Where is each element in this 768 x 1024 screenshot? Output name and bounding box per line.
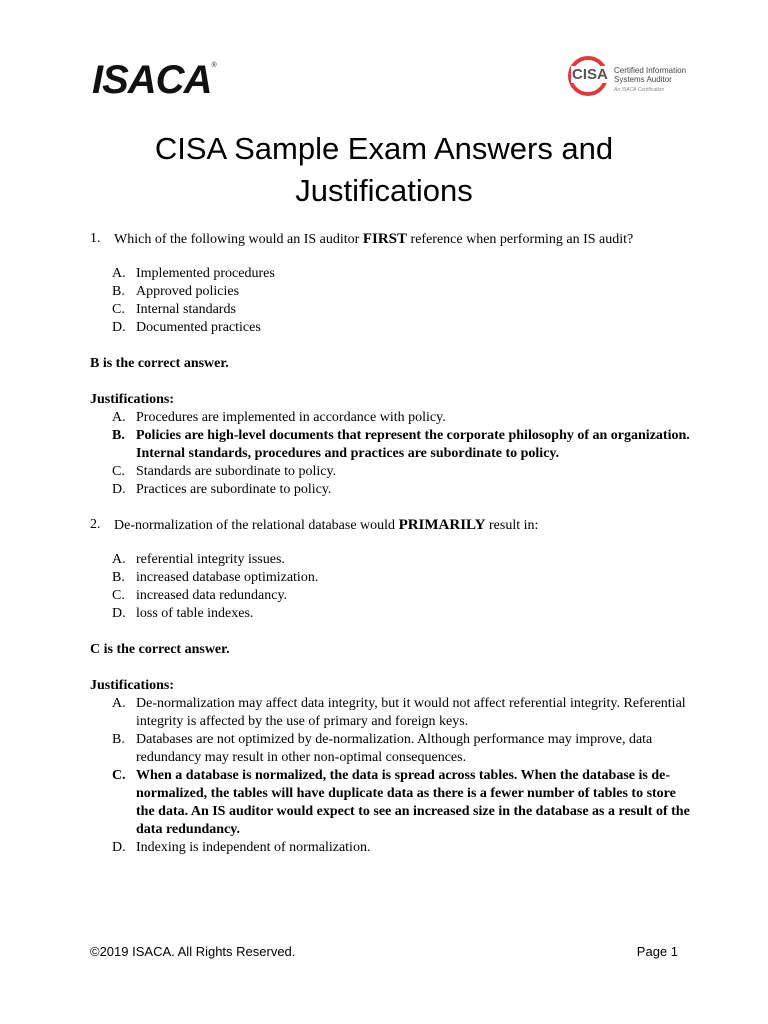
justification-item <box>90 409 690 427</box>
justifications-heading: Justifications: <box>90 678 174 693</box>
option-letter: A. <box>112 552 126 567</box>
option-item <box>90 587 690 605</box>
option-letter: B. <box>112 570 125 585</box>
cisa-logo-text: CISA <box>572 66 608 83</box>
question-text-start: De-normalization of the relational database would <box>114 518 399 533</box>
title-line-1: CISA Sample Exam Answers and <box>154 131 614 166</box>
cisa-subtitle <box>614 66 694 93</box>
justification-text: Indexing is independent of normalization. <box>136 840 371 855</box>
option-letter: C. <box>112 302 125 317</box>
justification-letter: B. <box>112 732 125 747</box>
option-text: increased database optimization. <box>136 570 319 585</box>
question-emphasis: FIRST <box>362 231 408 247</box>
question-emphasis: PRIMARILY <box>398 517 486 533</box>
justification-item-correct <box>90 427 690 463</box>
footer-copyright: ©2019 ISACA. All Rights Reserved. <box>90 944 296 959</box>
title-line-2: Justifications <box>295 173 473 208</box>
justification-letter: D. <box>112 482 126 497</box>
justification-text: Procedures are implemented in accordance with policy. <box>136 410 446 425</box>
option-text: increased data redundancy. <box>136 588 288 603</box>
justification-letter: A. <box>112 410 126 425</box>
justification-item <box>90 731 690 767</box>
correct-answer: B is the correct answer. <box>90 356 229 371</box>
question-text <box>114 516 538 535</box>
options-list <box>90 265 690 337</box>
justification-letter: A. <box>112 696 126 711</box>
option-text: Internal standards <box>136 302 236 317</box>
option-item <box>90 319 690 337</box>
options-list <box>90 551 690 623</box>
option-text: referential integrity issues. <box>136 552 285 567</box>
option-item <box>90 605 690 623</box>
registered-mark: ® <box>211 62 216 69</box>
question-text-end: reference when performing an IS audit? <box>407 232 634 247</box>
justification-letter: D. <box>112 840 126 855</box>
justification-letter: C. <box>112 464 125 479</box>
option-text: Approved policies <box>136 284 240 299</box>
isaca-logo <box>92 60 216 100</box>
page-title <box>0 128 768 212</box>
option-item <box>90 569 690 587</box>
justification-text: De-normalization may affect data integrity, but it would not affect referential integrity. Referential integrity is affected by the use of primary and foreign keys. <box>136 696 686 729</box>
justification-item <box>90 481 690 499</box>
option-letter: B. <box>112 284 125 299</box>
option-text: Implemented procedures <box>136 266 275 281</box>
cisa-subtitle-text: Certified Information Systems Auditor <box>614 66 687 84</box>
justification-text: When a database is normalized, the data is spread across tables. When the database is de-normalized, the tables will have duplicate data as there is a fewer number of tables to store the data. An IS auditor would expect to see an increased size in the database as a result of the data redundancy. <box>136 768 690 837</box>
justification-text: Databases are not optimized by de-normalization. Although performance may improve, data redundancy may result in other non-optimal consequences. <box>136 732 653 765</box>
justification-item <box>90 839 690 857</box>
justification-text: Standards are subordinate to policy. <box>136 464 337 479</box>
justification-item <box>90 463 690 481</box>
option-letter: D. <box>112 320 126 335</box>
option-letter: D. <box>112 606 126 621</box>
justification-item-correct <box>90 767 690 839</box>
cisa-tagline: An ISACA Certification <box>614 87 665 93</box>
option-item <box>90 301 690 319</box>
isaca-logo-text: ISACA <box>92 58 212 102</box>
cisa-logo <box>568 56 688 102</box>
exam-content <box>90 230 690 857</box>
question-number: 2. <box>90 517 101 532</box>
justification-text: Policies are high-level documents that represent the corporate philosophy of an organization. Internal standards, procedures and practices are subordinate to policy. <box>136 428 690 461</box>
option-text: Documented practices <box>136 320 261 335</box>
justification-text: Practices are subordinate to policy. <box>136 482 332 497</box>
justifications-list <box>90 695 690 857</box>
correct-answer: C is the correct answer. <box>90 642 230 657</box>
option-item <box>90 265 690 283</box>
question-text <box>114 230 633 249</box>
spacer <box>90 499 690 516</box>
question-2 <box>90 516 690 535</box>
justification-letter: C. <box>112 768 126 783</box>
option-text: loss of table indexes. <box>136 606 254 621</box>
option-item <box>90 551 690 569</box>
option-item <box>90 283 690 301</box>
justification-letter: B. <box>112 428 125 443</box>
option-letter: C. <box>112 588 125 603</box>
footer-page-number: Page 1 <box>636 944 678 959</box>
option-letter: A. <box>112 266 126 281</box>
question-1 <box>90 230 690 249</box>
question-number: 1. <box>90 231 101 246</box>
justifications-heading: Justifications: <box>90 392 174 407</box>
question-text-end: result in: <box>485 518 539 533</box>
justification-item <box>90 695 690 731</box>
question-text-start: Which of the following would an IS auditor <box>114 232 363 247</box>
justifications-list <box>90 409 690 499</box>
